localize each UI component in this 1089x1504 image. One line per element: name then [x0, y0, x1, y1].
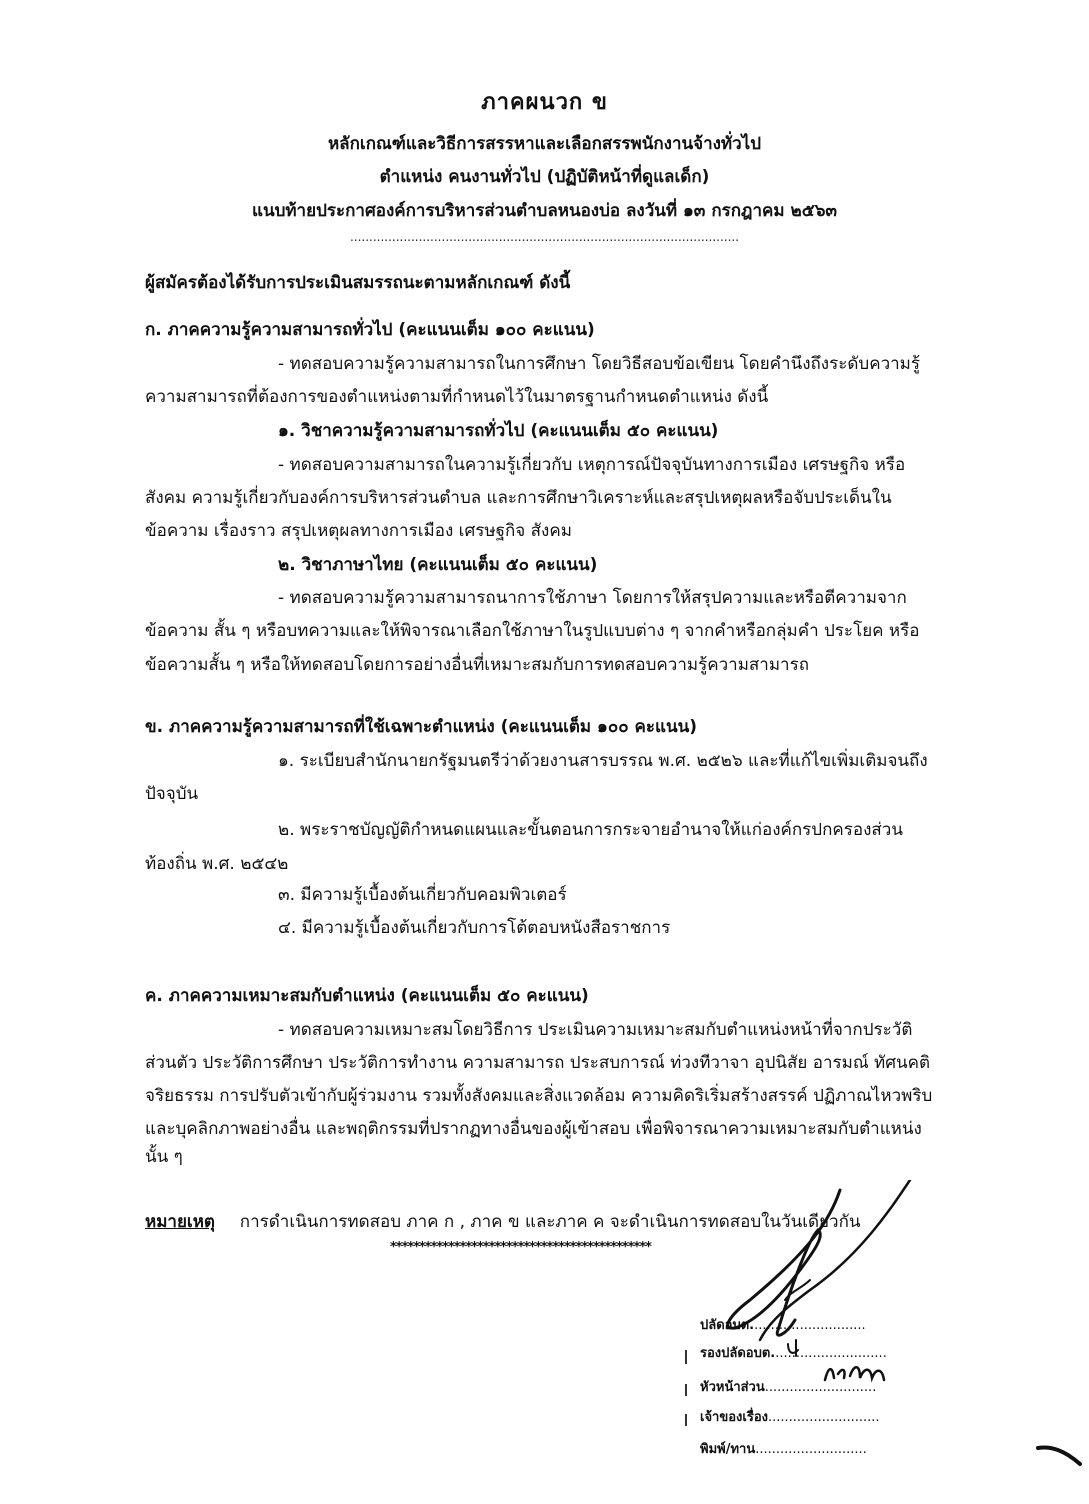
- section-b-item2-line1: ๒. พระราชบัญญัติกำหนดแผนและขั้นตอนการกระจายอำนาจให้แก่องค์กรปกครองส่วน: [278, 820, 903, 840]
- section-a-sub2-heading: ๒. วิชาภาษาไทย (คะแนนเต็ม ๕๐ คะแนน): [278, 555, 598, 575]
- signoff-row-owner: เจ้าของเรื่อง...........................: [700, 1410, 880, 1425]
- section-b-item2-line2: ท้องถิ่น พ.ศ. ๒๕๔๒: [145, 854, 289, 874]
- document-subtitle-criteria: หลักเกณฑ์และวิธีการสรรหาและเลือกสรรพนักงานจ้างทั่วไป: [327, 134, 762, 154]
- margin-tick-marks: [682, 1340, 692, 1460]
- document-title: ภาคผนวก ข: [481, 90, 608, 115]
- section-c-line4: และบุคลิกภาพอย่างอื่น และพฤติกรรมที่ปรากฏทางอื่นของผู้เข้าสอบ เพื่อพิจารณาความเหมาะสมกับตำแหน่ง: [145, 1119, 922, 1139]
- document-subtitle-position: ตำแหน่ง คนงานทั่วไป (ปฏิบัติหน้าที่ดูแลเด็ก): [379, 167, 710, 187]
- section-c-line5: นั้น ๆ: [145, 1147, 183, 1167]
- header-dotted-divider: ......................................................................................................: [349, 230, 740, 244]
- section-b-item3: ๓. มีความรู้เบื้องต้นเกี่ยวกับคอมพิวเตอร์: [278, 885, 567, 905]
- section-b-item1-line1: ๑. ระเบียบสำนักนายกรัฐมนตรีว่าด้วยงานสารบรรณ พ.ศ. ๒๕๒๖ และที่แก้ไขเพิ่มเติมจนถึง: [278, 751, 928, 771]
- signoff-row-vice-chief: รองปลัดอบต............................: [700, 1346, 887, 1361]
- signoff-label-owner: เจ้าของเรื่อง: [700, 1410, 768, 1425]
- stars-divider: *********************************************: [390, 1240, 651, 1255]
- edge-pen-mark: [1036, 1440, 1086, 1470]
- intro-statement: ผู้สมัครต้องได้รับการประเมินสมรรถนะตามหลักเกณฑ์ ดังนี้: [145, 273, 571, 293]
- signoff-row-typist: พิมพ์/ทาน...........................: [700, 1442, 867, 1457]
- section-a-sub1-line2: สังคม ความรู้เกี่ยวกับองค์การบริหารส่วนตำบล และการศึกษาวิเคราะห์และสรุปเหตุผลหรือจับประเด็นใน: [145, 488, 892, 508]
- signoff-row-division-head: หัวหน้าส่วน...........................: [700, 1380, 877, 1395]
- section-a-desc-line1: - ทดสอบความรู้ความสามารถในการศึกษา โดยวิธีสอบข้อเขียน โดยคำนึงถึงระดับความรู้: [278, 354, 920, 374]
- signoff-row-deputy-chief: ปลัดอบต............................: [700, 1318, 866, 1333]
- section-c-line3: จริยธรรม การปรับตัวเข้ากับผู้ร่วมงาน รวมทั้งสังคมและสิ่งแวดล้อม ความคิดริเริ่มสร้างสรรค์ ปฏิภาณไหวพริบ: [145, 1086, 933, 1106]
- signoff-label-typist: พิมพ์/ทาน: [700, 1442, 756, 1457]
- document-subtitle-announcement: แนบท้ายประกาศองค์การบริหารส่วนตำบลหนองบ่อ ลงวันที่ ๑๓ กรกฎาคม ๒๕๖๓: [251, 201, 837, 221]
- signoff-label-division-head: หัวหน้าส่วน: [700, 1380, 765, 1395]
- section-c-line2: ส่วนตัว ประวัติการศึกษา ประวัติการทำงาน ความสามารถ ประสบการณ์ ท่วงทีวาจา อุปนิสัย อารมณ์ ทัศนคติ: [145, 1053, 931, 1073]
- section-a-sub1-heading: ๑. วิชาความรู้ความสามารถทั่วไป (คะแนนเต็ม ๕๐ คะแนน): [278, 421, 719, 441]
- note-text: การดำเนินการทดสอบ ภาค ก , ภาค ข และภาค ค จะดำเนินการทดสอบในวันเดียวกัน: [239, 1212, 861, 1232]
- section-a-sub1-line1: - ทดสอบความสามารถในความรู้เกี่ยวกับ เหตุการณ์ปัจจุบันทางการเมือง เศรษฐกิจ หรือ: [278, 455, 906, 475]
- note-label: หมายเหตุ: [145, 1212, 215, 1232]
- section-a-sub2-line2: ข้อความ สั้น ๆ หรือบทความและให้พิจารณาเลือกใช้ภาษาในรูปแบบต่าง ๆ จากคำหรือกลุ่มคำ ประโยค หรือ: [145, 621, 920, 641]
- initials-handwritten: [820, 1358, 890, 1388]
- signoff-label-vice-chief: รองปลัดอบต.: [700, 1346, 776, 1361]
- section-b-item1-line2: ปัจจุบัน: [145, 784, 199, 804]
- section-c-line1: - ทดสอบความเหมาะสมโดยวิธีการ ประเมินความเหมาะสมกับตำแหน่งหน้าที่จากประวัติ: [278, 1020, 913, 1040]
- section-c-heading: ค. ภาคความเหมาะสมกับตำแหน่ง (คะแนนเต็ม ๕๐ คะแนน): [145, 986, 589, 1006]
- section-a-sub2-line3: ข้อความสั้น ๆ หรือให้ทดสอบโดยการอย่างอื่นที่เหมาะสมกับการทดสอบความรู้ความสามารถ: [145, 655, 809, 675]
- section-a-desc-line2: ความสามารถที่ต้องการของตำแหน่งตามที่กำหนดไว้ในมาตรฐานกำหนดตำแหน่ง ดังนี้: [145, 387, 769, 407]
- signoff-label-chief: ปลัดอบต.: [700, 1318, 755, 1333]
- section-b-heading: ข. ภาคความรู้ความสามารถที่ใช้เฉพาะตำแหน่ง (คะแนนเต็ม ๑๐๐ คะแนน): [145, 717, 697, 737]
- section-a-sub2-line1: - ทดสอบความรู้ความสามารถนาการใช้ภาษา โดยการให้สรุปความและหรือตีความจาก: [278, 588, 907, 608]
- section-a-heading: ก. ภาคความรู้ความสามารถทั่วไป (คะแนนเต็ม ๑๐๐ คะแนน): [145, 320, 595, 340]
- section-a-sub1-line3: ข้อความ เรื่องราว สรุปเหตุผลทางการเมือง เศรษฐกิจ สังคม: [145, 521, 572, 541]
- section-b-item4: ๔. มีความรู้เบื้องต้นเกี่ยวกับการโต้ตอบหนังสือราชการ: [278, 918, 671, 938]
- check-mark-icon: [784, 1338, 804, 1360]
- signature-handwritten: [690, 1180, 950, 1350]
